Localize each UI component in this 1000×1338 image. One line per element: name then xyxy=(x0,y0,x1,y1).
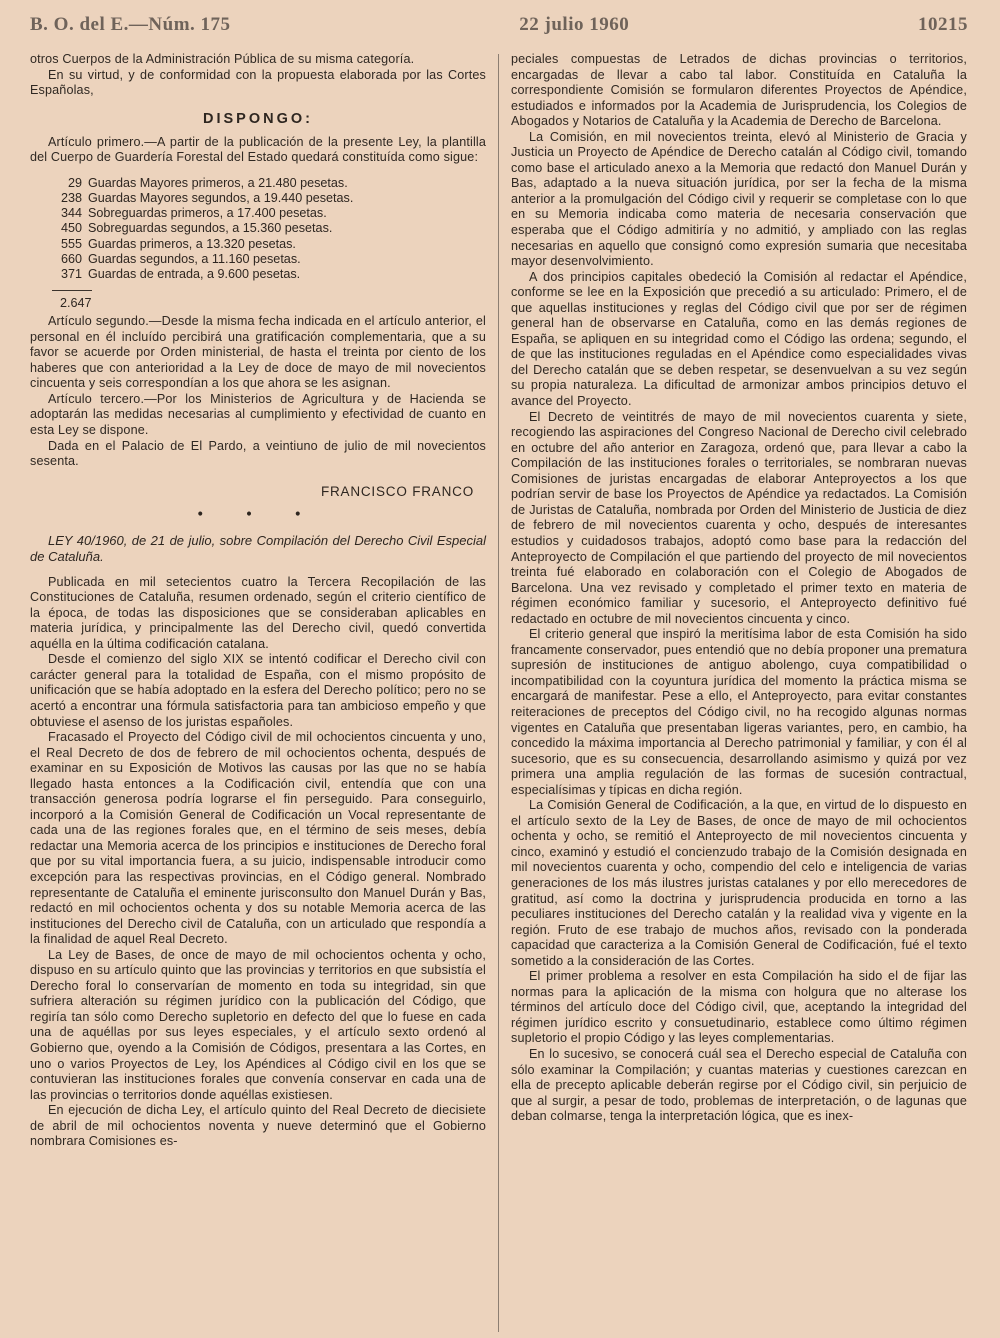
paragraph: Artículo primero.—A partir de la publicación de la presente Ley, la plantilla del Cuerpo de Guardería Forestal del Estado quedará constituída como sigue: xyxy=(30,134,486,165)
paragraph: A dos principios capitales obedeció la Comisión al redactar el Apéndice, conforme se lee en la Exposición que precedió a su articulado: Primero, el de que aquellas instituciones y reglas del Código civil que por ser de régimen general han de observarse en Cataluña, como en las demás regiones de España, se apliquen en su integridad como el Código las ordena; segundo, el de que las instituciones reguladas en el Apéndice como especialidades vivas del Derecho catalán que se deben respetar, se desenvuelvan a su vez según su propia naturaleza. La dificultad de armonizar ambos principios detuvo el avance del Proyecto. xyxy=(511,269,967,409)
header-page-number: 10215 xyxy=(917,14,968,35)
staff-row: 238 Guardas Mayores segundos, a 19.440 pesetas. xyxy=(60,190,354,205)
paragraph: otros Cuerpos de la Administración Pública de su misma categoría. xyxy=(30,52,415,66)
law-title: LEY 40/1960, de 21 de julio, sobre Compilación del Derecho Civil Especial de Cataluña. xyxy=(30,532,486,564)
signature: FRANCISCO FRANCO xyxy=(320,483,474,499)
text-columns xyxy=(30,52,968,1334)
paragraph: Fracasado el Proyecto del Código civil de mil ochocientos cincuenta y uno, el Real Decreto de dos de febrero de mil ochocientos ochenta, después de examinar en su Exposición de Motivos las causas por las que no se había llegado hasta entonces a la Codificación civil, entendía que con una transacción generosa podría lograrse el fin perseguido. Para conseguirlo, incorporó a la Comisión General de Codificación un Vocal representante de cada una de las regiones forales que, en el término de seis meses, debía redactar una Memoria acerca de los principios e instituciones de Derecho foral que por su vital importancia fuera, a su juicio, indispensable introducir como excepción para las respectivas provincias, en el Código general. Nombrado representante de Cataluña el eminente jurisconsulto don Manuel Durán y Bas, redactó en mil ochocientos ochenta y dos su notable Memoria acerca de las instituciones del Derecho civil de Cataluña, con un articulado que respondía a la finalidad de aquel Real Decreto. xyxy=(30,730,486,947)
staff-row: 555 Guardas primeros, a 13.320 pesetas. xyxy=(60,236,296,251)
right-column xyxy=(499,52,967,1334)
page-header xyxy=(30,14,968,44)
staff-total: 2.647 xyxy=(60,296,92,311)
paragraph: La Comisión, en mil novecientos treinta, elevó al Ministerio de Gracia y Justicia un Proyecto de Apéndice de Derecho catalán al Código civil, tomando como base el articulado anexo a la Memoria que redactó don Manuel Durán y Bas, adaptado a la nueva situación jurídica, por ser la fecha de la misma anterior a la promulgación del Código civil y requerir se completase con lo que en su Memoria indicaba como materia de necesaria conservación que esperaba que el Código admitiría y no admitió, y ampliado con las reglas necesarias en aquello que consignó como expresión sumaria que necesitaba mayor desenvolvimiento. xyxy=(511,129,967,269)
staff-row: 29 Guardas Mayores primeros, a 21.480 pesetas. xyxy=(67,175,348,190)
paragraph: La Comisión General de Codificación, a la que, en virtud de lo dispuesto en el artículo sexto de la Ley de Bases, de once de mayo de mil ochocientos ochenta y ocho, se remitió el Anteproyecto de mil novecientos cincuenta y cinco, examinó y estudió el concienzudo trabajo de la Comisión designada en mil novecientos cuarenta y ocho, compendio del celo e inteligencia de varias generaciones de los más ilustres juristas catalanes y por ello merecedores de gratitud, así como la doctrina y jurisprudencia producida en torno a las peculiares instituciones del Derecho catalán y la realidad viva y vigente en la región. Fruto de ese trabajo de muchos años, revisado con la ponderada capacidad que caracteriza a la Comisión General de Codificación, fué el texto sometido a la consideración de las Cortes. xyxy=(511,798,967,968)
paragraph: En lo sucesivo, se conocerá cuál sea el Derecho especial de Cataluña con sólo examinar la Compilación; y cuantas materias y cuestiones carezcan en ella de precepto aplicable deberán regirse por el Código civil, sin perjuicio de que al surgir, a pesar de todo, problemas de interpretación, o de lagunas que deban colmarse, tenga la interpretación lógica, que es inex- xyxy=(511,1047,967,1124)
staff-list xyxy=(52,176,486,310)
paragraph: El Decreto de veintitrés de mayo de mil novecientos cuarenta y siete, recogiendo las aspiraciones del Congreso Nacional de Derecho civil celebrado en octubre del año anterior en Zaragoza, ordenó que, para llevar a cabo la Compilación de las instituciones forales o territoriales, se nombraran nuevas Comisiones de juristas encargadas de elaborar Anteproyectos a los que podrían servir de base los Proyectos de Apéndice ya redactados. La Comisión de Juristas de Cataluña, nombrada por Orden del Ministerio de Justicia de diez de febrero de mil novecientos cuarenta y ocho, después de interesantes estudios y cuidadosos trabajos, adoptó como base para la redacción del Anteproyecto de Compilación el que partiendo del proyecto de mil novecientos treinta fué elaborado en colaboración con el Colegio de Abogados de Barcelona. Una vez revisado y completado el primer texto en materia de régimen económico familiar y sucesorio, el Anteproyecto definitivo fué redactado en octubre de mil novecientos cincuenta y cinco. xyxy=(511,409,967,626)
paragraph: Artículo segundo.—Desde la misma fecha indicada en el artículo anterior, el personal en él incluído percibirá una gratificación complementaria, que a su favor se acuerde por Orden ministerial, de hasta el treinta por ciento de los haberes que con anterioridad a la Ley de doce de mayo de mil novecientos cincuenta y seis correspondían a los que ahora se les asignan. xyxy=(30,314,486,391)
section-separator: • • • xyxy=(196,506,320,523)
staff-row: 660 Guardas segundos, a 11.160 pesetas. xyxy=(60,251,301,266)
staff-row: 371 Guardas de entrada, a 9.600 pesetas. xyxy=(60,266,301,281)
dispongo-heading: DISPONGO: xyxy=(203,110,313,127)
header-date: 22 julio 1960 xyxy=(519,14,630,35)
left-column xyxy=(30,52,498,1334)
paragraph: La Ley de Bases, de once de mayo de mil ochocientos ochenta y ocho, dispuso en su artículo quinto que las provincias y territorios en que subsistía el Derecho foral lo conservarían de momento en toda su integridad, sin que sufriera alteración su régimen jurídico con la publicación del Código, que regiría tan sólo como Derecho supletorio en defecto del que lo fuese en cada una de aquéllas por sus leyes especiales, y el artículo sexto ordenó al Gobierno que, oyendo a la Comisión de Códigos, presentara a las Cortes, en uno o varios Proyectos de Ley, los Apéndices al Código civil en los que se contuvieran las instituciones forales que convenía conservar en cada una de las provincias o territorios donde aquéllas existiesen. xyxy=(30,947,486,1102)
staff-row: 344 Sobreguardas primeros, a 17.400 pesetas. xyxy=(60,206,327,221)
paragraph: En ejecución de dicha Ley, el artículo quinto del Real Decreto de diecisiete de abril de mil ochocientos noventa y nueve determinó que el Gobierno nombrara Comisiones es- xyxy=(30,1103,486,1149)
paragraph: El criterio general que inspiró la meritísima labor de esta Comisión ha sido francamente conservador, pues entendió que no debía proponer una prematura supresión de instituciones de antiguo abolengo, cuya compatibilidad o incompatibilidad con la coyuntura jurídica del momento la práctica misma se encargará de manifestar. Pese a ello, el Anteproyecto, para evitar constantes reiteraciones de preceptos del Código civil, no ha recogido algunas normas vigentes en Cataluña que presentaban ligeras variantes, pero, en cambio, ha concedido la máxima importancia al Derecho patrimonial y familiar, y con él al sucesorio, que es su consecuencia, desarrollando asimismo y quizá por vez primera una amplia regulación de las formas de sucesión contractual, especialísimas y típicas en dicha región. xyxy=(511,627,967,797)
paragraph: peciales compuestas de Letrados de dichas provincias o territorios, encargadas de llevar a cabo tal labor. Constituída en Cataluña la correspondiente Comisión se formularon diferentes Proyectos de Apéndice, estudiados e informados por la Academia de Jurisprudencia, los Colegios de Abogados y Notarios de Cataluña y la Academia de Derecho de Barcelona. xyxy=(511,52,967,129)
paragraph: Desde el comienzo del siglo XIX se intentó codificar el Derecho civil con carácter general para la totalidad de España, con el mismo propósito de unificación que se había adoptado en la esfera del Derecho político; pero no se acertó a encontrar una fórmula satisfactoria para tan ambicioso empeño y que obtuviese el asenso de los juristas españoles. xyxy=(30,652,486,729)
header-issue: B. O. del E.—Núm. 175 xyxy=(30,14,231,35)
staff-row: 450 Sobreguardas segundos, a 15.360 pesetas. xyxy=(60,221,333,236)
paragraph: En su virtud, y de conformidad con la propuesta elaborada por las Cortes Españolas, xyxy=(30,67,486,98)
paragraph: Publicada en mil setecientos cuatro la Tercera Recopilación de las Constituciones de Cataluña, resumen ordenado, según el criterio científico de la época, de todas las disposiciones que se consideraban aplicables en materia jurídica, y principalmente las del Derecho civil, quedó convertida aquélla en la última codificación catalana. xyxy=(30,574,486,651)
paragraph: El primer problema a resolver en esta Compilación ha sido el de fijar las normas para la aplicación de la misma con holgura que no alterase los términos del artículo doce del Código civil, que, aceptando la integridad del régimen jurídico escrito y consuetudinario, establece como último régimen supletorio el propio Código y las leyes complementarias. xyxy=(511,969,967,1046)
paragraph: Dada en el Palacio de El Pardo, a veintiuno de julio de mil novecientos sesenta. xyxy=(30,438,486,469)
paragraph: Artículo tercero.—Por los Ministerios de Agricultura y de Hacienda se adoptarán las medidas necesarias al cumplimiento y efectividad de cuanto en esta Ley se dispone. xyxy=(30,391,486,437)
total-rule xyxy=(52,290,92,291)
